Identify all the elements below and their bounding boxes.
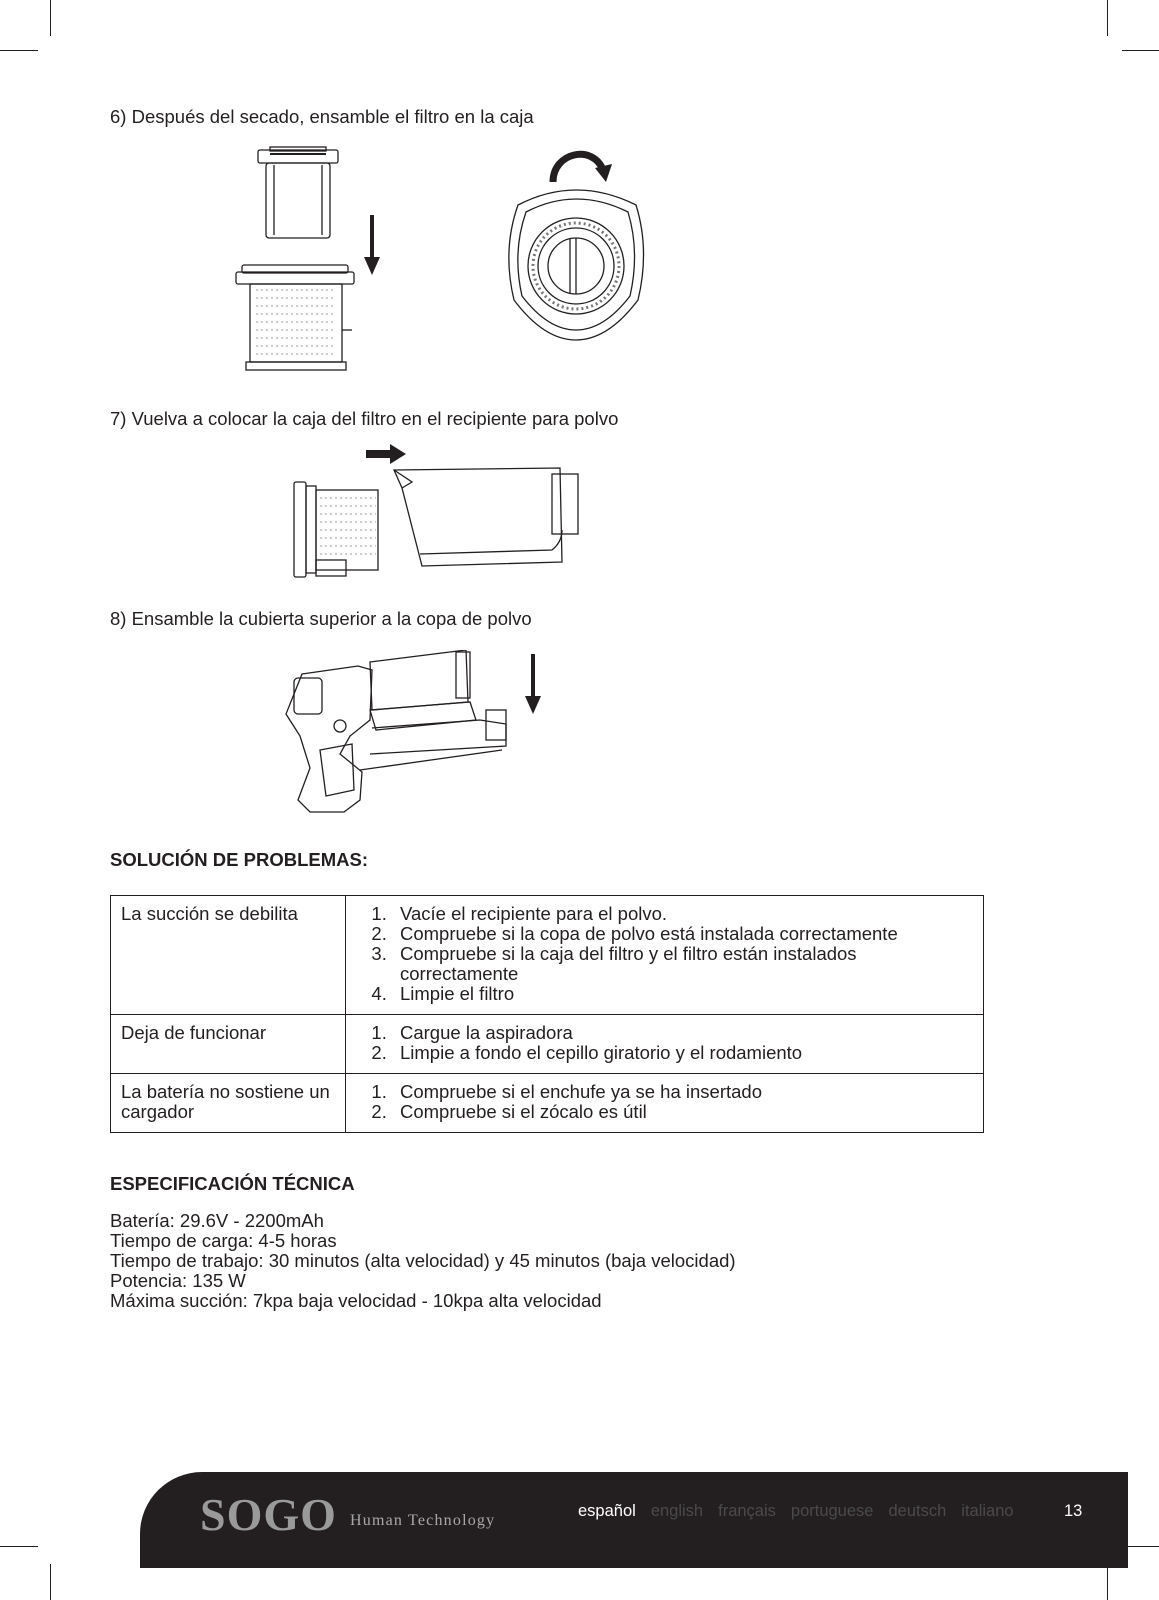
problem-cell: Deja de funcionar xyxy=(111,1015,346,1074)
table-row xyxy=(111,896,984,1015)
table-row xyxy=(111,1074,984,1133)
filter-into-container-illustration xyxy=(290,442,610,582)
problem-cell: La batería no sostiene un cargador xyxy=(111,1074,346,1133)
crop-mark xyxy=(50,0,51,36)
crop-mark xyxy=(1107,1564,1108,1600)
language-link-espanol[interactable]: español xyxy=(578,1502,636,1520)
language-link-english[interactable]: english xyxy=(650,1502,704,1520)
step-8-text: 8) Ensamble la cubierta superior a la copa de polvo xyxy=(110,608,532,629)
crop-mark xyxy=(50,1564,51,1600)
page-number: 13 xyxy=(1064,1502,1083,1520)
list-item: 2. Compruebe si el zócalo es útil xyxy=(392,1102,973,1122)
filter-assembly-illustration xyxy=(230,145,400,385)
table-row xyxy=(111,1015,984,1074)
language-link-italiano[interactable]: italiano xyxy=(961,1502,1014,1520)
step-6-text: 6) Después del secado, ensamble el filtro en la caja xyxy=(110,106,534,127)
solutions-cell xyxy=(346,1015,984,1074)
footer-bar xyxy=(140,1472,1128,1568)
list-item: 2. Limpie a fondo el cepillo giratorio y el rodamiento xyxy=(392,1043,973,1063)
crop-mark xyxy=(1107,0,1108,36)
spec-line: Batería: 29.6V - 2200mAh xyxy=(110,1210,324,1231)
troubleshooting-table xyxy=(110,895,984,1133)
brand-tagline: Human Technology xyxy=(350,1512,496,1529)
troubleshooting-title: SOLUCIÓN DE PROBLEMAS: xyxy=(110,849,368,870)
spec-line: Tiempo de carga: 4-5 horas xyxy=(110,1230,337,1251)
list-item: 1. Vacíe el recipiente para el polvo. xyxy=(392,904,973,924)
list-item: 3. Compruebe si la caja del filtro y el filtro están instalados correctamente xyxy=(392,944,973,984)
solutions-cell xyxy=(346,1074,984,1133)
crop-mark xyxy=(1122,50,1159,51)
brand-logo: SOGO xyxy=(200,1489,337,1540)
solutions-list xyxy=(356,1082,973,1122)
solutions-list xyxy=(356,904,973,1004)
step-7-text: 7) Vuelva a colocar la caja del filtro en el recipiente para polvo xyxy=(110,408,619,429)
problem-cell: La succión se debilita xyxy=(111,896,346,1015)
spec-line: Potencia: 135 W xyxy=(110,1270,246,1291)
specs-list xyxy=(110,1211,736,1311)
solutions-cell xyxy=(346,896,984,1015)
crop-mark xyxy=(0,1546,38,1547)
language-link-deutsch[interactable]: deutsch xyxy=(888,1502,947,1520)
spec-line: Máxima succión: 7kpa baja velocidad - 10kpa alta velocidad xyxy=(110,1290,602,1311)
specs-title: ESPECIFICACIÓN TÉCNICA xyxy=(110,1173,355,1194)
crop-mark xyxy=(0,50,38,51)
list-item: 1. Cargue la aspiradora xyxy=(392,1023,973,1043)
list-item: 2. Compruebe si la copa de polvo está instalada correctamente xyxy=(392,924,973,944)
language-selector xyxy=(578,1502,1014,1521)
language-link-portuguese[interactable]: portuguese xyxy=(790,1502,874,1520)
list-item: 1. Compruebe si el enchufe ya se ha insertado xyxy=(392,1082,973,1102)
language-link-francais[interactable]: français xyxy=(718,1502,776,1520)
spec-line: Tiempo de trabajo: 30 minutos (alta velocidad) y 45 minutos (baja velocidad) xyxy=(110,1250,736,1271)
cover-assembly-illustration xyxy=(280,650,580,820)
list-item: 4. Limpie el filtro xyxy=(392,984,973,1004)
solutions-list xyxy=(356,1023,973,1063)
filter-rotate-illustration xyxy=(498,140,658,350)
